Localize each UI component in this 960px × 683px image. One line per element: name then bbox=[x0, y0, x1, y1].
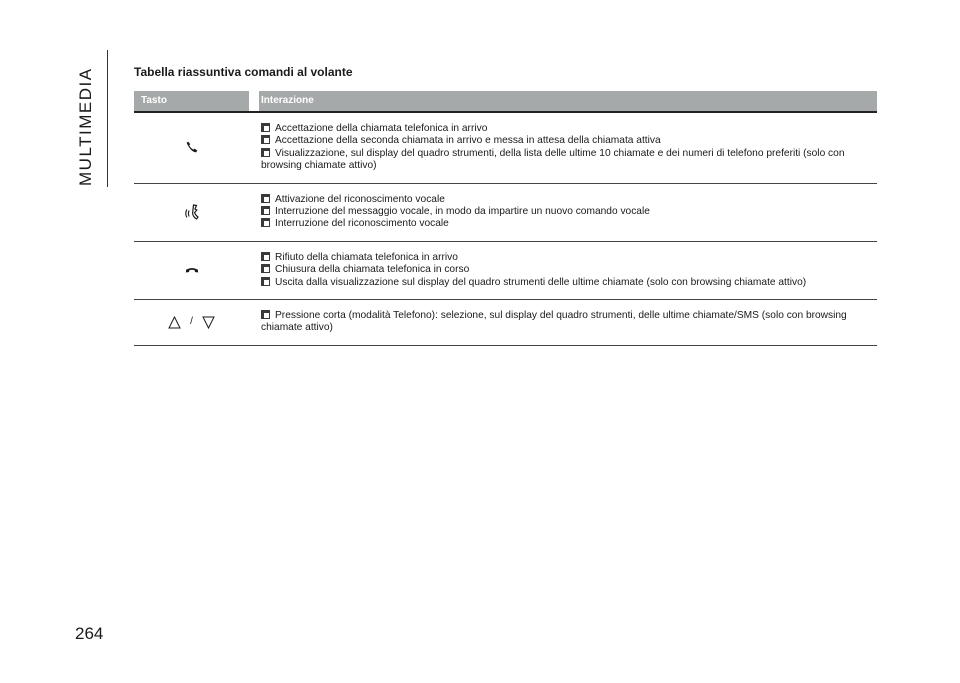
table-row bbox=[134, 112, 877, 183]
list-item: Accettazione della chiamata telefonica in arrivo bbox=[261, 123, 877, 135]
list-item: Rifiuto della chiamata telefonica in arrivo bbox=[261, 252, 877, 264]
table-row bbox=[134, 183, 877, 241]
key-cell bbox=[134, 183, 249, 241]
commands-table bbox=[134, 91, 877, 346]
bullet-icon bbox=[261, 264, 270, 273]
bullet-icon bbox=[261, 123, 270, 132]
bullet-icon bbox=[261, 218, 270, 227]
table-header-row bbox=[134, 91, 877, 112]
down-arrow-icon bbox=[199, 317, 215, 328]
table-title: Tabella riassuntiva comandi al volante bbox=[134, 65, 353, 79]
list-item: Uscita dalla visualizzazione sul display del quadro strumenti delle ultime chiamate (solo con browsing chiamate attivo) bbox=[261, 277, 877, 289]
section-title: MULTIMEDIA bbox=[76, 67, 95, 186]
list-item: Accettazione della seconda chiamata in arrivo e messa in attesa della chiamata attiva bbox=[261, 135, 877, 147]
header-interaction: Interazione bbox=[259, 91, 877, 112]
interaction-cell bbox=[259, 183, 877, 241]
section-rule bbox=[107, 50, 108, 187]
table-row bbox=[134, 241, 877, 299]
bullet-icon bbox=[261, 194, 270, 203]
phone-hangup-icon bbox=[185, 264, 199, 275]
header-gap bbox=[249, 91, 259, 112]
bullet-icon bbox=[261, 277, 270, 286]
list-item: Attivazione del riconoscimento vocale bbox=[261, 194, 877, 206]
key-cell bbox=[134, 241, 249, 299]
list-item: Chiusura della chiamata telefonica in corso bbox=[261, 264, 877, 276]
bullet-icon bbox=[261, 252, 270, 261]
phone-answer-icon bbox=[186, 142, 198, 153]
interaction-cell bbox=[259, 112, 877, 183]
bullet-icon bbox=[261, 135, 270, 144]
key-cell bbox=[134, 300, 249, 346]
list-item: Interruzione del messaggio vocale, in modo da impartire un nuovo comando vocale bbox=[261, 206, 877, 218]
voice-recognition-icon bbox=[184, 207, 200, 218]
table-row bbox=[134, 300, 877, 346]
key-cell bbox=[134, 112, 249, 183]
bullet-icon bbox=[261, 206, 270, 215]
interaction-cell bbox=[259, 241, 877, 299]
up-arrow-icon bbox=[168, 317, 184, 328]
list-item: Interruzione del riconoscimento vocale bbox=[261, 218, 877, 230]
arrow-separator: / bbox=[190, 315, 193, 327]
header-key: Tasto bbox=[134, 91, 249, 112]
page-number: 264 bbox=[75, 624, 104, 643]
bullet-icon bbox=[261, 148, 270, 157]
list-item: Pressione corta (modalità Telefono): selezione, sul display del quadro strumenti, delle ultime chiamate/SMS (solo con browsing chiamate attivo) bbox=[261, 310, 847, 334]
interaction-cell bbox=[259, 300, 877, 346]
bullet-icon bbox=[261, 310, 270, 319]
list-item: Visualizzazione, sul display del quadro strumenti, della lista delle ultime 10 chiamate e dei numeri di telefono preferiti (solo con browsing chiamate attivo) bbox=[261, 147, 845, 172]
